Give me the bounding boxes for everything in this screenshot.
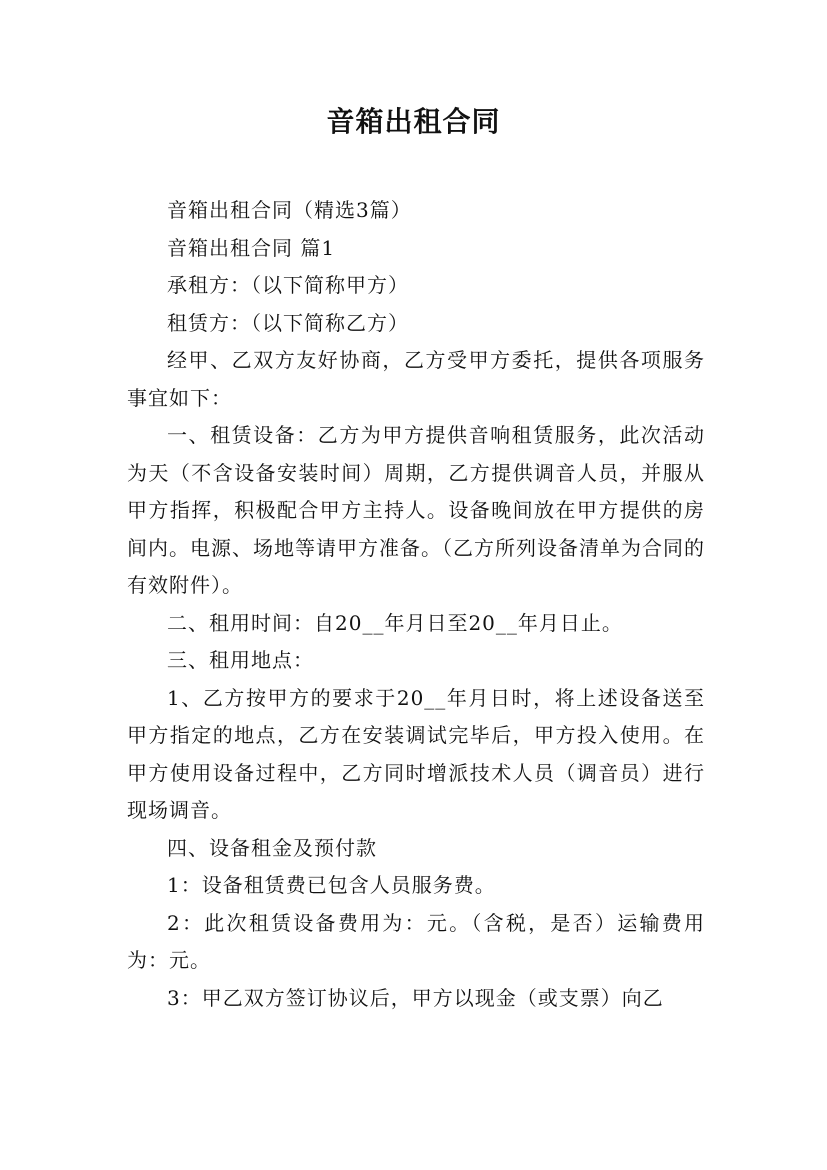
document-body (127, 192, 705, 1017)
paragraph-lessee: 承租方：（以下简称甲方） (167, 273, 409, 297)
paragraph-clause-3: 三、租用地点： (167, 648, 314, 672)
paragraph-clause-1: 一、租赁设备：乙方为甲方提供音响租赁服务，此次活动为天（不含设备安装时间）周期，乙方提供调音人员，并服从甲方指挥，积极配合甲方主持人。设备晚间放在甲方提供的房间内。电源、场地等请甲方准备。（乙方所列设备清单为合同的有效附件）。 (127, 423, 705, 597)
paragraph-clause-4-item-2: 2：此次租赁设备费用为：元。（含税，是否）运输费用为：元。 (127, 910, 705, 972)
paragraph-intro: 经甲、乙双方友好协商，乙方受甲方委托，提供各项服务事宜如下： (127, 348, 705, 410)
paragraph-lessor: 租赁方：（以下简称乙方） (167, 310, 409, 335)
paragraph-clause-3-item-1: 1、乙方按甲方的要求于20__年月日时，将上述设备送至甲方指定的地点，乙方在安装调试完毕后，甲方投入使用。在甲方使用设备过程中，乙方同时增派技术人员（调音员）进行现场调音。 (127, 685, 705, 822)
paragraph-section-heading: 音箱出租合同 篇1 (167, 235, 336, 260)
paragraph-subtitle: 音箱出租合同（精选3篇） (167, 198, 412, 222)
paragraph-clause-2: 二、租用时间：自20__年月日至20__年月日止。 (167, 610, 623, 635)
document-title: 音箱出租合同 (326, 105, 501, 138)
paragraph-clause-4: 四、设备租金及预付款 (167, 835, 377, 860)
paragraph-clause-4-item-3: 3：甲乙双方签订协议后，甲方以现金（或支票）向乙 (167, 985, 664, 1010)
paragraph-clause-4-item-1: 1：设备租赁费已包含人员服务费。 (167, 873, 496, 897)
